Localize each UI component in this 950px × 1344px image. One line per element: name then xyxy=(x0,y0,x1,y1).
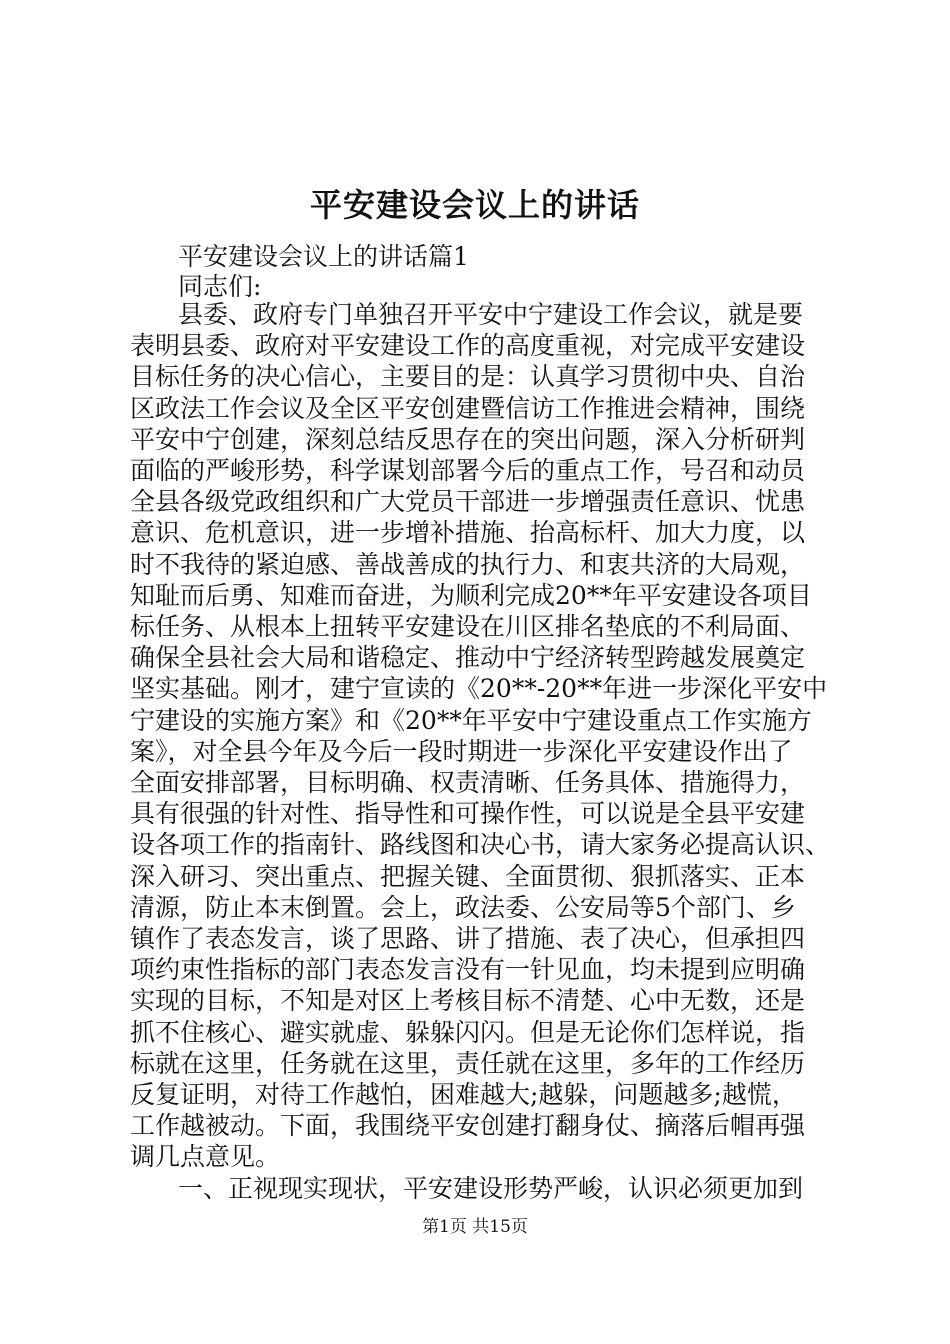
paragraph-line: 实现的目标，不知是对区上考核目标不清楚、心中无数，还是 xyxy=(130,986,806,1016)
paragraph-line: 平安中宁创建，深刻总结反思存在的突出问题，深入分析研判 xyxy=(130,424,806,454)
paragraph-line: 全面安排部署，目标明确、权责清晰、任务具体、措施得力， xyxy=(130,768,806,797)
paragraph-line: 目标任务的决心信心，主要目的是：认真学习贯彻中央、自治 xyxy=(130,362,806,392)
section-heading: 一、正视现实现状，平安建设形势严峻，认识必须更加到 xyxy=(178,1173,804,1203)
paragraph-line: 面临的严峻形势，科学谋划部署今后的重点工作，号召和动员 xyxy=(130,456,806,485)
page-footer: 第1页 共15页 xyxy=(422,1217,528,1237)
paragraph-line: 知耻而后勇、知难而奋进，为顺利完成20**年平安建设各项目 xyxy=(130,580,812,610)
paragraph-line: 县委、政府专门单独召开平安中宁建设工作会议，就是要 xyxy=(178,300,804,329)
paragraph-line: 意识、危机意识，进一步增补措施、抬高标杆、加大力度，以 xyxy=(130,518,806,548)
paragraph-line: 抓不住核心、避实就虚、躲躲闪闪。但是无论你们怎样说，指 xyxy=(130,1017,806,1047)
paragraph-line: 工作越被动。下面，我围绕平安创建打翻身仗、摘落后帽再强 xyxy=(130,1111,806,1141)
paragraph-line: 调几点意见。 xyxy=(130,1142,281,1172)
paragraph-line: 设各项工作的指南针、路线图和决心书，请大家务必提高认识、 xyxy=(130,830,830,860)
salutation: 同志们: xyxy=(178,272,262,301)
paragraph-line: 反复证明，对待工作越怕，困难越大;越躲，问题越多;越慌， xyxy=(130,1080,797,1109)
paragraph-line: 确保全县社会大局和谐稳定、推动中宁经济转型跨越发展奠定 xyxy=(130,643,806,673)
paragraph-line: 时不我待的紧迫感、善战善成的执行力、和衷共济的大局观， xyxy=(130,549,806,579)
document-title: 平安建设会议上的讲话 xyxy=(309,186,640,224)
paragraph-line: 标任务、从根本上扭转平安建设在川区排名垫底的不利局面、 xyxy=(130,612,806,641)
paragraph-line: 标就在这里，任务就在这里，责任就在这里，多年的工作经历 xyxy=(130,1048,806,1078)
paragraph-line: 项约束性指标的部门表态发言没有一针见血，均未提到应明确 xyxy=(130,955,806,985)
document-subtitle: 平安建设会议上的讲话篇1 xyxy=(178,242,469,271)
paragraph-line: 全县各级党政组织和广大党员干部进一步增强责任意识、忧患 xyxy=(130,487,806,517)
paragraph-line: 区政法工作会议及全区平安创建暨信访工作推进会精神，围绕 xyxy=(130,393,806,423)
paragraph-line: 案》，对全县今年及今后一段时期进一步深化平安建设作出了 xyxy=(130,736,793,766)
paragraph-line: 清源，防止本末倒置。会上，政法委、公安局等5个部门、乡 xyxy=(130,892,796,922)
paragraph-line: 坚实基础。刚才，建宁宣读的《20**-20**年进一步深化平安中 xyxy=(130,674,828,704)
paragraph-line: 宁建设的实施方案》和《20**年平安中宁建设重点工作实施方 xyxy=(130,705,812,735)
paragraph-line: 镇作了表态发言，谈了思路、讲了措施、表了决心，但承担四 xyxy=(130,924,806,953)
paragraph-line: 表明县委、政府对平安建设工作的高度重视，对完成平安建设 xyxy=(130,331,806,361)
paragraph-line: 深入研习、突出重点、把握关键、全面贯彻、狠抓落实、正本 xyxy=(130,861,806,891)
paragraph-line: 具有很强的针对性、指导性和可操作性，可以说是全县平安建 xyxy=(130,799,806,829)
